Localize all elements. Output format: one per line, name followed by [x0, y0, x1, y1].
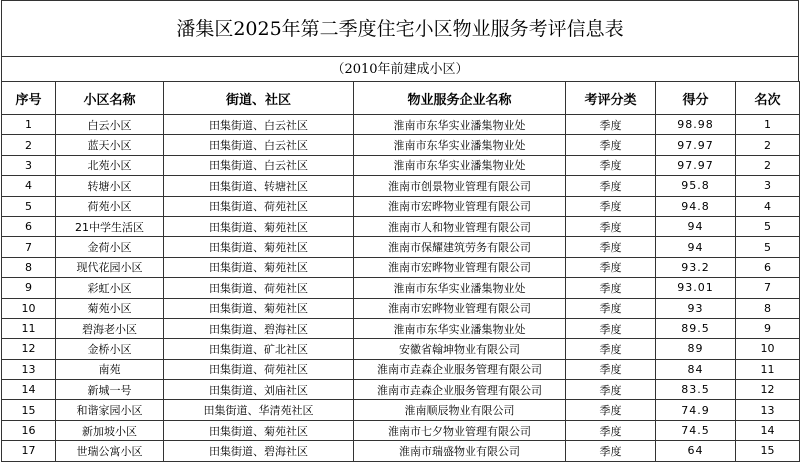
cell-property-company: 淮南市创景物业管理有限公司 [354, 176, 566, 196]
cell-index: 17 [2, 441, 56, 461]
cell-street-community: 田集街道、菊苑社区 [164, 420, 354, 440]
cell-community-name: 21中学生活区 [56, 216, 164, 236]
header-evaluation-type: 考评分类 [566, 82, 656, 115]
cell-rank: 14 [736, 420, 800, 440]
cell-rank: 5 [736, 216, 800, 236]
spreadsheet [1, 0, 799, 462]
table-body [2, 115, 800, 462]
cell-property-company: 淮南市七夕物业管理有限公司 [354, 420, 566, 440]
table-row [2, 155, 800, 175]
page-title: 潘集区2025年第二季度住宅小区物业服务考评信息表 [1, 0, 799, 56]
cell-evaluation-type: 季度 [566, 196, 656, 216]
cell-index: 3 [2, 155, 56, 175]
table-row [2, 196, 800, 216]
cell-index: 13 [2, 359, 56, 379]
cell-evaluation-type: 季度 [566, 257, 656, 277]
header-rank: 名次 [736, 82, 800, 115]
cell-rank: 4 [736, 196, 800, 216]
cell-rank: 2 [736, 155, 800, 175]
table-row [2, 339, 800, 359]
cell-property-company: 安徽省翰坤物业有限公司 [354, 339, 566, 359]
cell-score: 97.97 [656, 135, 736, 155]
cell-rank: 9 [736, 318, 800, 338]
table-row [2, 380, 800, 400]
cell-property-company: 淮南市东华实业潘集物业处 [354, 318, 566, 338]
cell-rank: 13 [736, 400, 800, 420]
cell-index: 2 [2, 135, 56, 155]
cell-street-community: 田集街道、刘庙社区 [164, 380, 354, 400]
table-row [2, 278, 800, 298]
cell-community-name: 金桥小区 [56, 339, 164, 359]
cell-score: 93.01 [656, 278, 736, 298]
cell-index: 12 [2, 339, 56, 359]
cell-street-community: 田集街道、碧海社区 [164, 318, 354, 338]
cell-street-community: 田集街道、菊苑社区 [164, 216, 354, 236]
cell-community-name: 蓝天小区 [56, 135, 164, 155]
cell-community-name: 金荷小区 [56, 237, 164, 257]
cell-street-community: 田集街道、矿北社区 [164, 339, 354, 359]
cell-rank: 6 [736, 257, 800, 277]
cell-score: 89 [656, 339, 736, 359]
cell-rank: 10 [736, 339, 800, 359]
cell-property-company: 淮南市瑞盛物业有限公司 [354, 441, 566, 461]
cell-evaluation-type: 季度 [566, 380, 656, 400]
cell-property-company: 淮南市东华实业潘集物业处 [354, 155, 566, 175]
cell-score: 94 [656, 237, 736, 257]
cell-score: 95.8 [656, 176, 736, 196]
cell-street-community: 田集街道、白云社区 [164, 135, 354, 155]
cell-street-community: 田集街道、碧海社区 [164, 441, 354, 461]
cell-evaluation-type: 季度 [566, 216, 656, 236]
cell-evaluation-type: 季度 [566, 237, 656, 257]
header-property-company: 物业服务企业名称 [354, 82, 566, 115]
cell-property-company: 淮南市保耀建筑劳务有限公司 [354, 237, 566, 257]
table-row [2, 420, 800, 440]
cell-property-company: 淮南市人和物业管理有限公司 [354, 216, 566, 236]
cell-rank: 11 [736, 359, 800, 379]
cell-evaluation-type: 季度 [566, 278, 656, 298]
cell-community-name: 南苑 [56, 359, 164, 379]
cell-score: 89.5 [656, 318, 736, 338]
cell-property-company: 淮南市宏晔物业管理有限公司 [354, 257, 566, 277]
cell-community-name: 荷苑小区 [56, 196, 164, 216]
cell-index: 11 [2, 318, 56, 338]
cell-score: 74.5 [656, 420, 736, 440]
cell-score: 83.5 [656, 380, 736, 400]
cell-score: 97.97 [656, 155, 736, 175]
cell-index: 7 [2, 237, 56, 257]
cell-community-name: 北苑小区 [56, 155, 164, 175]
cell-community-name: 和谐家园小区 [56, 400, 164, 420]
cell-evaluation-type: 季度 [566, 115, 656, 135]
cell-community-name: 现代花园小区 [56, 257, 164, 277]
evaluation-table [1, 81, 800, 462]
table-row [2, 115, 800, 135]
cell-property-company: 淮南市垚森企业服务管理有限公司 [354, 359, 566, 379]
cell-rank: 7 [736, 278, 800, 298]
cell-property-company: 淮南市东华实业潘集物业处 [354, 115, 566, 135]
cell-community-name: 新加坡小区 [56, 420, 164, 440]
cell-property-company: 淮南市垚森企业服务管理有限公司 [354, 380, 566, 400]
cell-community-name: 菊苑小区 [56, 298, 164, 318]
cell-score: 64 [656, 441, 736, 461]
cell-evaluation-type: 季度 [566, 359, 656, 379]
header-street-community: 街道、社区 [164, 82, 354, 115]
cell-street-community: 田集街道、荷苑社区 [164, 359, 354, 379]
cell-rank: 1 [736, 115, 800, 135]
cell-evaluation-type: 季度 [566, 339, 656, 359]
header-score: 得分 [656, 82, 736, 115]
page-subtitle: （2010年前建成小区） [1, 56, 799, 81]
cell-index: 6 [2, 216, 56, 236]
cell-property-company: 淮南市东华实业潘集物业处 [354, 135, 566, 155]
cell-street-community: 田集街道、华清苑社区 [164, 400, 354, 420]
cell-community-name: 世瑞公寓小区 [56, 441, 164, 461]
cell-street-community: 田集街道、荷苑社区 [164, 196, 354, 216]
cell-rank: 12 [736, 380, 800, 400]
cell-index: 5 [2, 196, 56, 216]
cell-evaluation-type: 季度 [566, 400, 656, 420]
table-row [2, 318, 800, 338]
cell-score: 93 [656, 298, 736, 318]
header-community-name: 小区名称 [56, 82, 164, 115]
cell-street-community: 田集街道、白云社区 [164, 115, 354, 135]
cell-rank: 8 [736, 298, 800, 318]
cell-index: 9 [2, 278, 56, 298]
cell-index: 1 [2, 115, 56, 135]
cell-evaluation-type: 季度 [566, 318, 656, 338]
cell-community-name: 彩虹小区 [56, 278, 164, 298]
cell-score: 84 [656, 359, 736, 379]
table-row [2, 176, 800, 196]
header-index: 序号 [2, 82, 56, 115]
cell-community-name: 新城一号 [56, 380, 164, 400]
header-row [2, 82, 800, 115]
cell-community-name: 碧海老小区 [56, 318, 164, 338]
cell-evaluation-type: 季度 [566, 155, 656, 175]
cell-score: 94.8 [656, 196, 736, 216]
table-row [2, 441, 800, 461]
table-row [2, 257, 800, 277]
cell-street-community: 田集街道、菊苑社区 [164, 257, 354, 277]
cell-property-company: 淮南市宏晔物业管理有限公司 [354, 298, 566, 318]
cell-index: 4 [2, 176, 56, 196]
cell-evaluation-type: 季度 [566, 176, 656, 196]
cell-property-company: 淮南顺辰物业有限公司 [354, 400, 566, 420]
cell-street-community: 田集街道、白云社区 [164, 155, 354, 175]
cell-community-name: 白云小区 [56, 115, 164, 135]
table-row [2, 298, 800, 318]
cell-evaluation-type: 季度 [566, 298, 656, 318]
cell-index: 16 [2, 420, 56, 440]
cell-index: 14 [2, 380, 56, 400]
table-row [2, 135, 800, 155]
table-row [2, 359, 800, 379]
cell-rank: 15 [736, 441, 800, 461]
cell-score: 74.9 [656, 400, 736, 420]
cell-rank: 5 [736, 237, 800, 257]
cell-score: 94 [656, 216, 736, 236]
cell-rank: 2 [736, 135, 800, 155]
cell-score: 98.98 [656, 115, 736, 135]
cell-evaluation-type: 季度 [566, 420, 656, 440]
table-row [2, 237, 800, 257]
cell-evaluation-type: 季度 [566, 135, 656, 155]
cell-rank: 3 [736, 176, 800, 196]
cell-street-community: 田集街道、菊苑社区 [164, 237, 354, 257]
cell-community-name: 转塘小区 [56, 176, 164, 196]
cell-property-company: 淮南市东华实业潘集物业处 [354, 278, 566, 298]
cell-score: 93.2 [656, 257, 736, 277]
cell-property-company: 淮南市宏晔物业管理有限公司 [354, 196, 566, 216]
cell-street-community: 田集街道、菊苑社区 [164, 298, 354, 318]
cell-index: 10 [2, 298, 56, 318]
cell-evaluation-type: 季度 [566, 441, 656, 461]
cell-index: 8 [2, 257, 56, 277]
table-row [2, 216, 800, 236]
cell-street-community: 田集街道、转塘社区 [164, 176, 354, 196]
table-row [2, 400, 800, 420]
cell-index: 15 [2, 400, 56, 420]
cell-street-community: 田集街道、荷苑社区 [164, 278, 354, 298]
